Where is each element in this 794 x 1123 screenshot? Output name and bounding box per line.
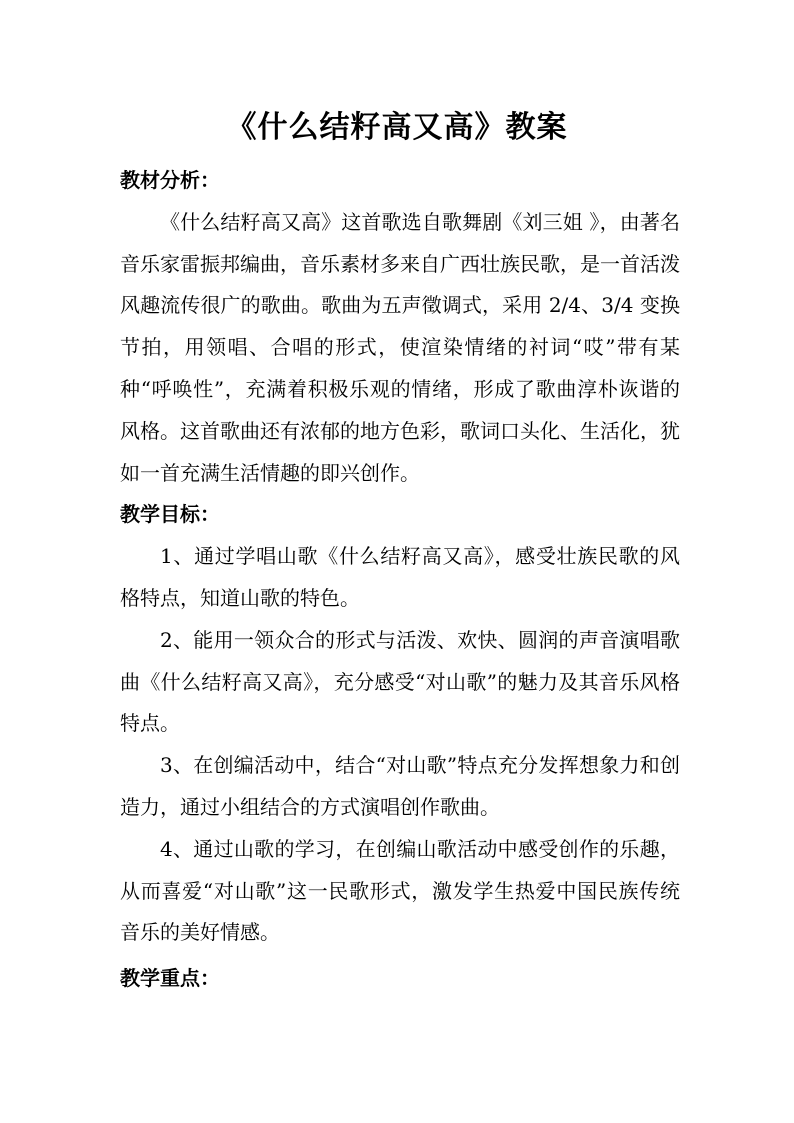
- objective-item-1: 1、通过学唱山歌《什么结籽高又高》，感受壮族民歌的风格特点，知道山歌的特色。: [120, 544, 680, 610]
- section-heading-objectives: 教学目标：: [120, 502, 220, 527]
- objective-item-3: 3、在创编活动中，结合“对山歌”特点充分发挥想象力和创造力，通过小组结合的方式演唱创作歌曲。: [120, 753, 680, 819]
- document-title: 《什么结籽高又高》教案: [226, 110, 568, 145]
- section-heading-key-points: 教学重点：: [120, 966, 220, 991]
- objective-item-2: 2、能用一领众合的形式与活泼、欢快、圆润的声音演唱歌曲《什么结籽高又高》，充分感受“对山歌”的魅力及其音乐风格特点。: [120, 627, 680, 736]
- analysis-paragraph: 《什么结籽高又高》这首歌选自歌舞剧《刘三姐 》，由著名音乐家雷振邦编曲，音乐素材多来自广西壮族民歌，是一首活泼风趣流传很广的歌曲。歌曲为五声徵调式，采用 2/4、3/4 变换节拍，用领唱、合唱的形式，使渲染情绪的衬词“哎”带有某种“呼唤性”，充满着积极乐观的情绪，形成了歌曲淳朴诙谐的风格。这首歌曲还有浓郁的地方色彩，歌词口头化、生活化，犹如一首充满生活情趣的即兴创作。: [120, 209, 680, 485]
- document-body: [120, 160, 680, 1000]
- objective-item-4: 4、通过山歌的学习，在创编山歌活动中感受创作的乐趣，从而喜爱“对山歌”这一民歌形式，激发学生热爱中国民族传统音乐的美好情感。: [120, 836, 680, 945]
- section-heading-analysis: 教材分析：: [120, 168, 220, 192]
